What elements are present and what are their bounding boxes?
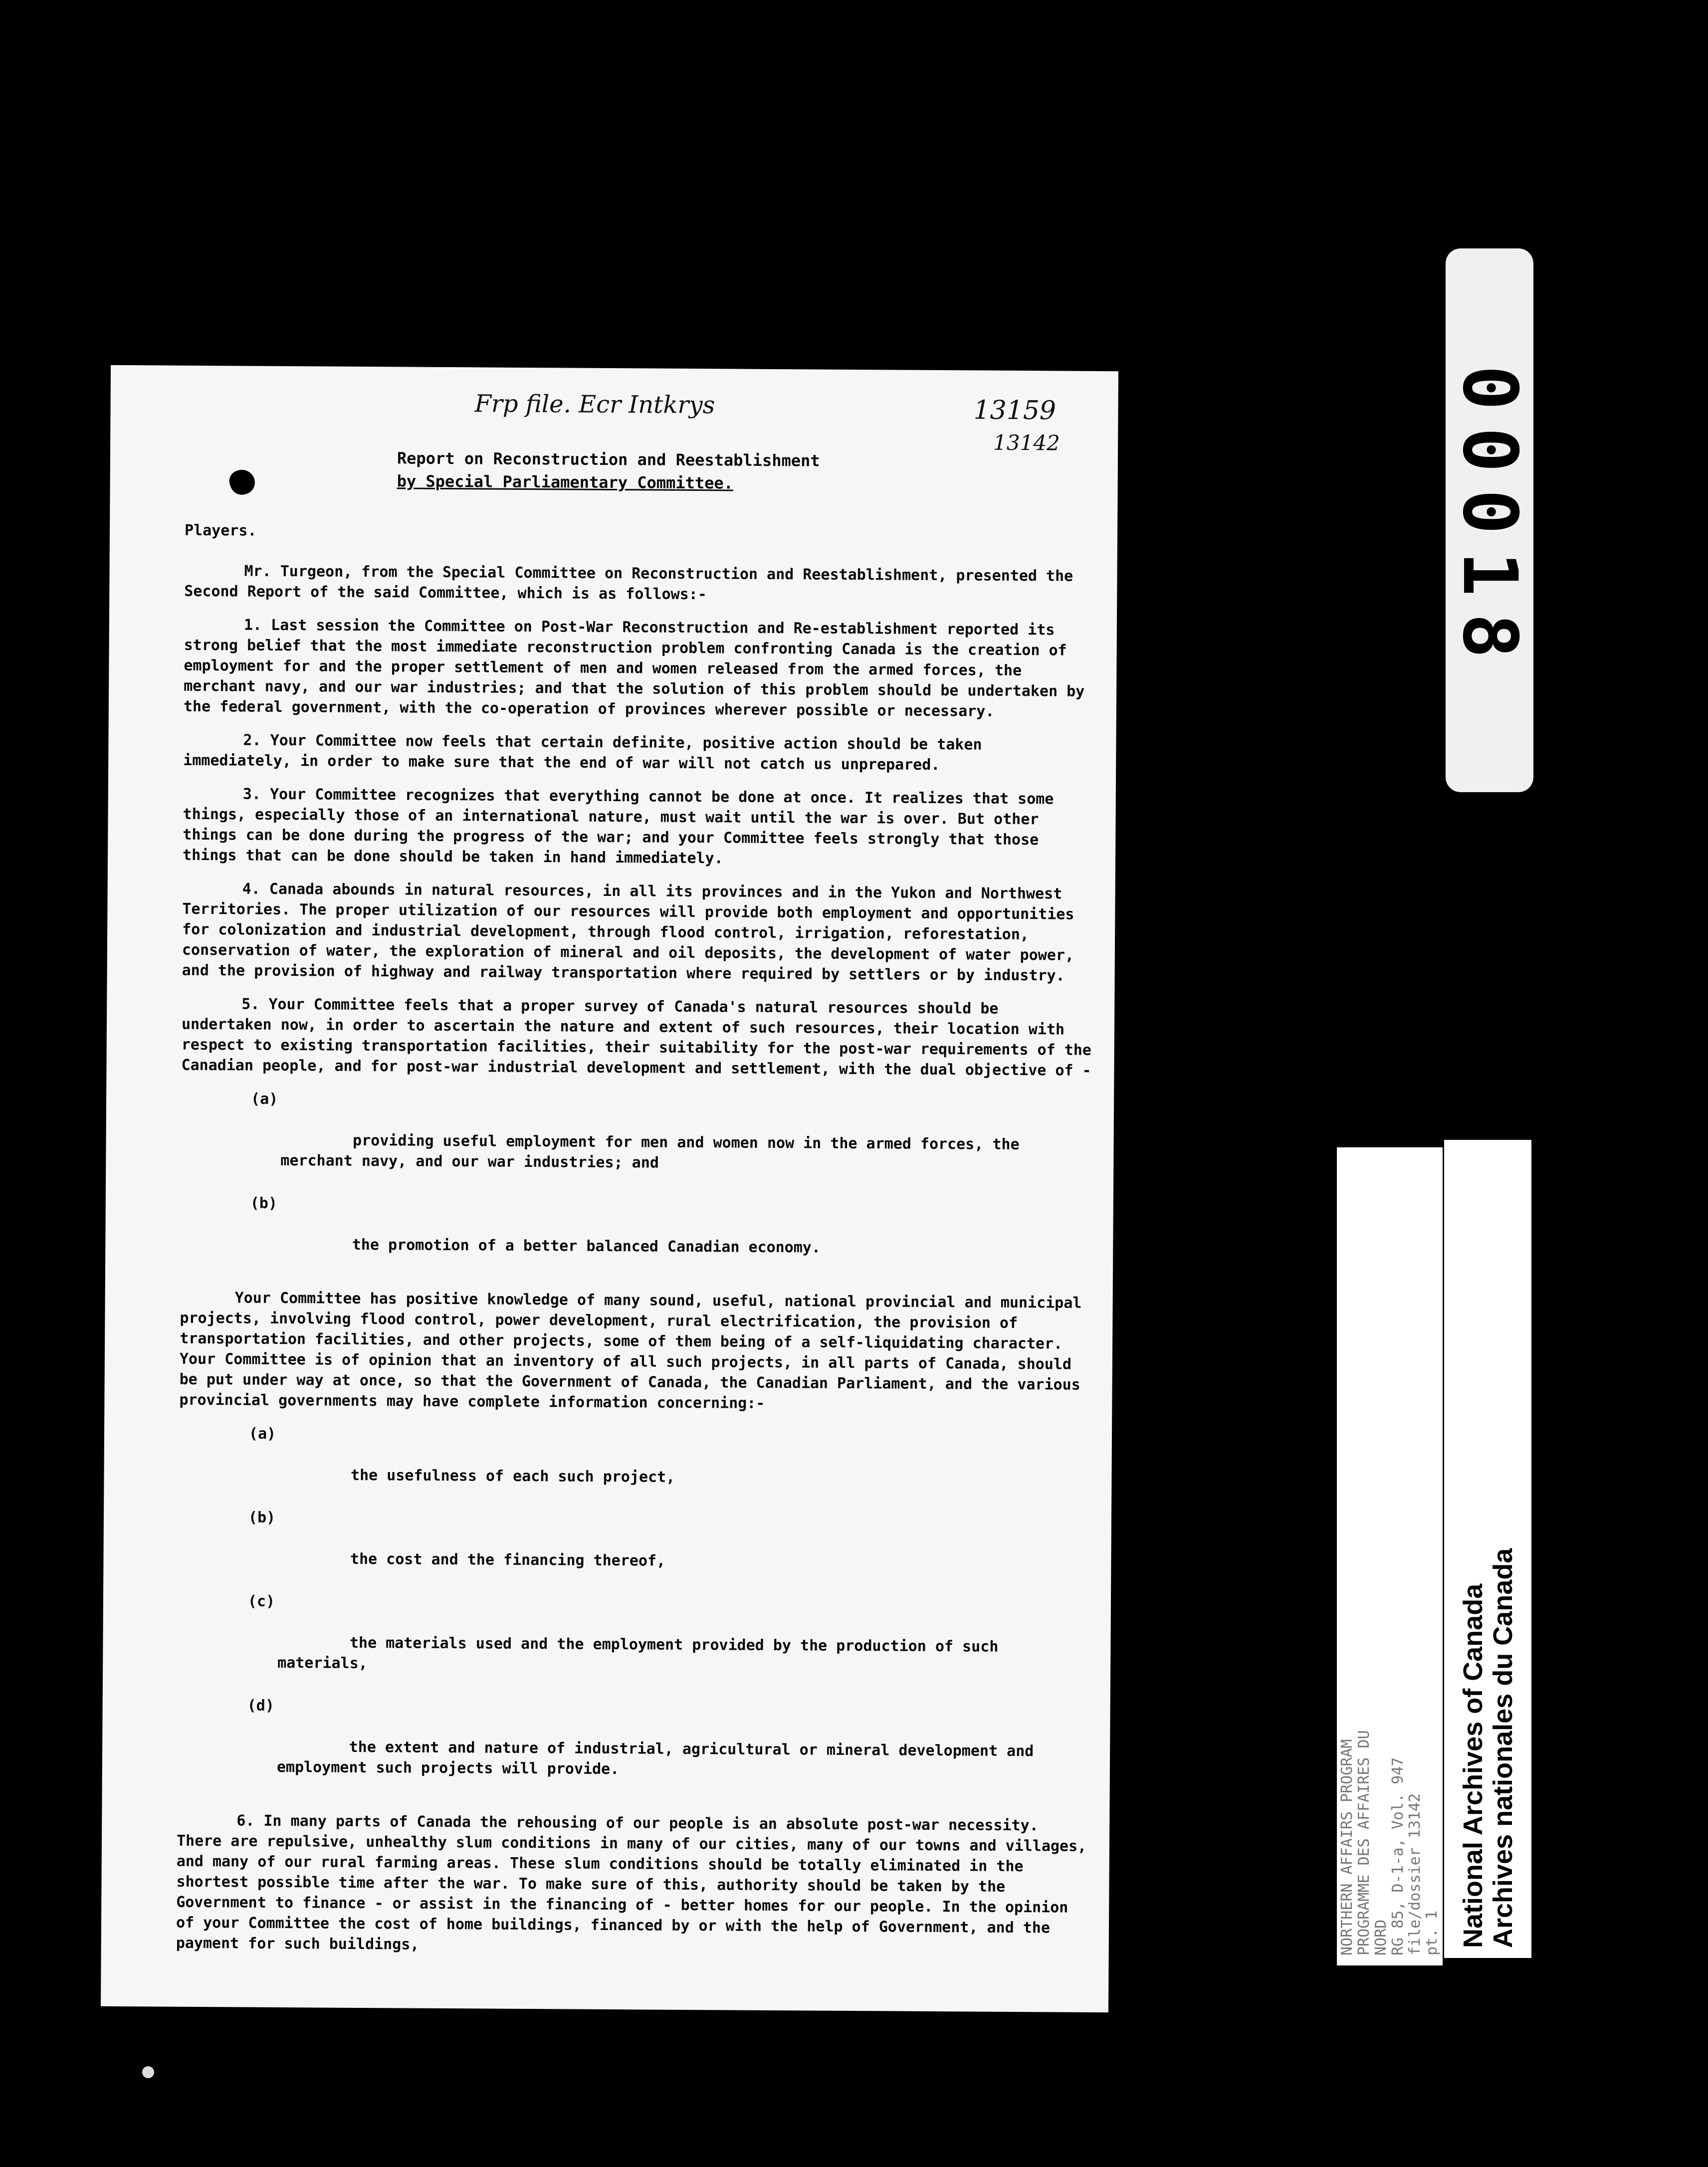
- archive-line: pt. 1: [1423, 1910, 1441, 1955]
- paragraph-2: 2. Your Committee now feels that certain definite, positive action should be taken immediately, in order to make sure that the end of war will not catch us unprepared.: [183, 731, 991, 774]
- heading-players: Players.: [184, 521, 257, 540]
- national-archives-text: [1458, 1150, 1518, 1948]
- paragraph-4: 4. Canada abounds in natural resources, in all its provinces and in the Yukon and Northwest Territories. The proper utilization of our resources will provide both employment and opportunities for colonization and industrial development, through flood control, irrigation, reforestation, conservation of water, the exploration of mineral and oil deposits, the development of water power, and the provision of highway and railway transportation where required by settlers or by industry.: [182, 880, 1083, 985]
- list-item: [247, 1696, 1090, 1803]
- archive-line: NORD: [1372, 1919, 1390, 1955]
- information-list: [177, 1423, 1092, 1803]
- list-item: [247, 1591, 1091, 1699]
- handwritten-file-number: 13159: [973, 395, 1057, 426]
- ink-blot: [226, 466, 258, 498]
- list-marker: (b): [248, 1509, 276, 1526]
- objectives-list: [180, 1088, 1094, 1280]
- list-item-text: the cost and the financing thereof,: [350, 1550, 666, 1570]
- national-archives-label: [1444, 1140, 1531, 1958]
- list-item-text: the materials used and the employment provided by the production of such materials,: [277, 1634, 1008, 1673]
- reel-number-stamp: [1446, 248, 1533, 792]
- paragraph-6: 6. In many parts of Canada the rehousing of our people is an absolute post-war necessity. There are repulsive, unhealthy slum conditions in many of our cities, many of our towns and villages, and many of our rural farming areas. These slum conditions should be totally eliminated in the shortest possible time after the war. To make sure of this, authority should be taken by the Government to finance - or assist in the financing of - better homes for our people. In the opinion of your Committee the cost of home buildings, financed by or with the help of Government, and the payment for such buildings,: [176, 1812, 1096, 1953]
- handwritten-note: Frp file. Ecr Intkrys: [474, 390, 715, 420]
- document-page: [101, 365, 1118, 2012]
- list-item: [248, 1508, 1091, 1594]
- list-marker: (d): [247, 1697, 274, 1715]
- paragraph-intro: Mr. Turgeon, from the Special Committee on Reconstruction and Reestablishment, presented the Second Report of the said Committee, which is as follows:-: [184, 562, 1082, 604]
- list-item-text: the promotion of a better balanced Canadian economy.: [352, 1236, 821, 1257]
- title-line-1: Report on Reconstruction and Reestablishment: [397, 448, 820, 470]
- handwritten-file-number-2: 13142: [993, 430, 1060, 455]
- list-item-text: providing useful employment for men and women now in the armed forces, the merchant navy, and our war industries; and: [280, 1131, 1029, 1172]
- paragraph-5: 5. Your Committee feels that a proper survey of Canada's natural resources should be undertaken now, in order to ascertain the nature and extent of such resources, their location with respect to existing transportation facilities, their suitability for the post-war requirements of the Canadian people, and for post-war industrial development and settlement, with the dual objective of -: [181, 995, 1101, 1080]
- archive-line: RG 85, D-1-a, Vol. 947: [1389, 1757, 1407, 1955]
- list-item-text: the extent and nature of industrial, agricultural or mineral development and employment such projects will provide.: [276, 1738, 1043, 1778]
- document-body: [176, 520, 1101, 1972]
- document-title: [397, 446, 820, 495]
- national-archives-french: Archives nationales du Canada: [1488, 1548, 1518, 1948]
- archive-line: PROGRAMME DES AFFAIRES DU: [1355, 1730, 1373, 1955]
- archive-reference-text: [1339, 1157, 1441, 1955]
- list-item: [250, 1193, 1093, 1280]
- national-archives-english: National Archives of Canada: [1458, 1583, 1488, 1948]
- list-item: [250, 1089, 1094, 1196]
- list-marker: (a): [248, 1425, 276, 1443]
- reel-number: 00018: [1446, 365, 1533, 675]
- archive-line: NORTHERN AFFAIRS PROGRAM: [1338, 1739, 1356, 1955]
- archive-reference-label: [1337, 1147, 1443, 1965]
- archive-line: file/dossier 13142: [1406, 1793, 1424, 1955]
- title-line-2: by Special Parliamentary Committee.: [397, 471, 734, 493]
- list-marker: (b): [250, 1194, 278, 1212]
- list-marker: (a): [250, 1090, 278, 1108]
- paragraph-3: 3. Your Committee recognizes that everything cannot be done at once. It realizes that some things, especially those of an international nature, must wait until the war is over. But other things can be done during the progress of the war; and your Committee feels strongly that those things that can be done should be taken in hand immediately.: [182, 785, 1063, 867]
- list-item-text: the usefulness of each such project,: [350, 1466, 675, 1486]
- corner-mark: [142, 2066, 154, 2078]
- list-marker: (c): [247, 1592, 275, 1610]
- list-item: [248, 1424, 1092, 1511]
- paragraph-5b: Your Committee has positive knowledge of many sound, useful, national provincial and municipal projects, involving flood control, power development, rural electrification, the provision of transportation facilities, and other projects, some of them being of a self-liquidating character. Your Committee is of opinion that an inventory of all such projects, in all parts of Canada, should be put under way at once, so that the Government of Canada, the Canadian Parliament, and the various provincial governments may have complete information concerning:-: [179, 1289, 1091, 1412]
- paragraph-1: 1. Last session the Committee on Post-War Reconstruction and Re-establishment reported its strong belief that the most immediate reconstruction problem confronting Canada is the creation of employment for and the proper settlement of men and women released from the armed forces, the merchant navy, and our war industries; and that the solution of this problem should be undertaken by the federal government, with the co-operation of provinces wherever possible or necessary.: [183, 616, 1094, 720]
